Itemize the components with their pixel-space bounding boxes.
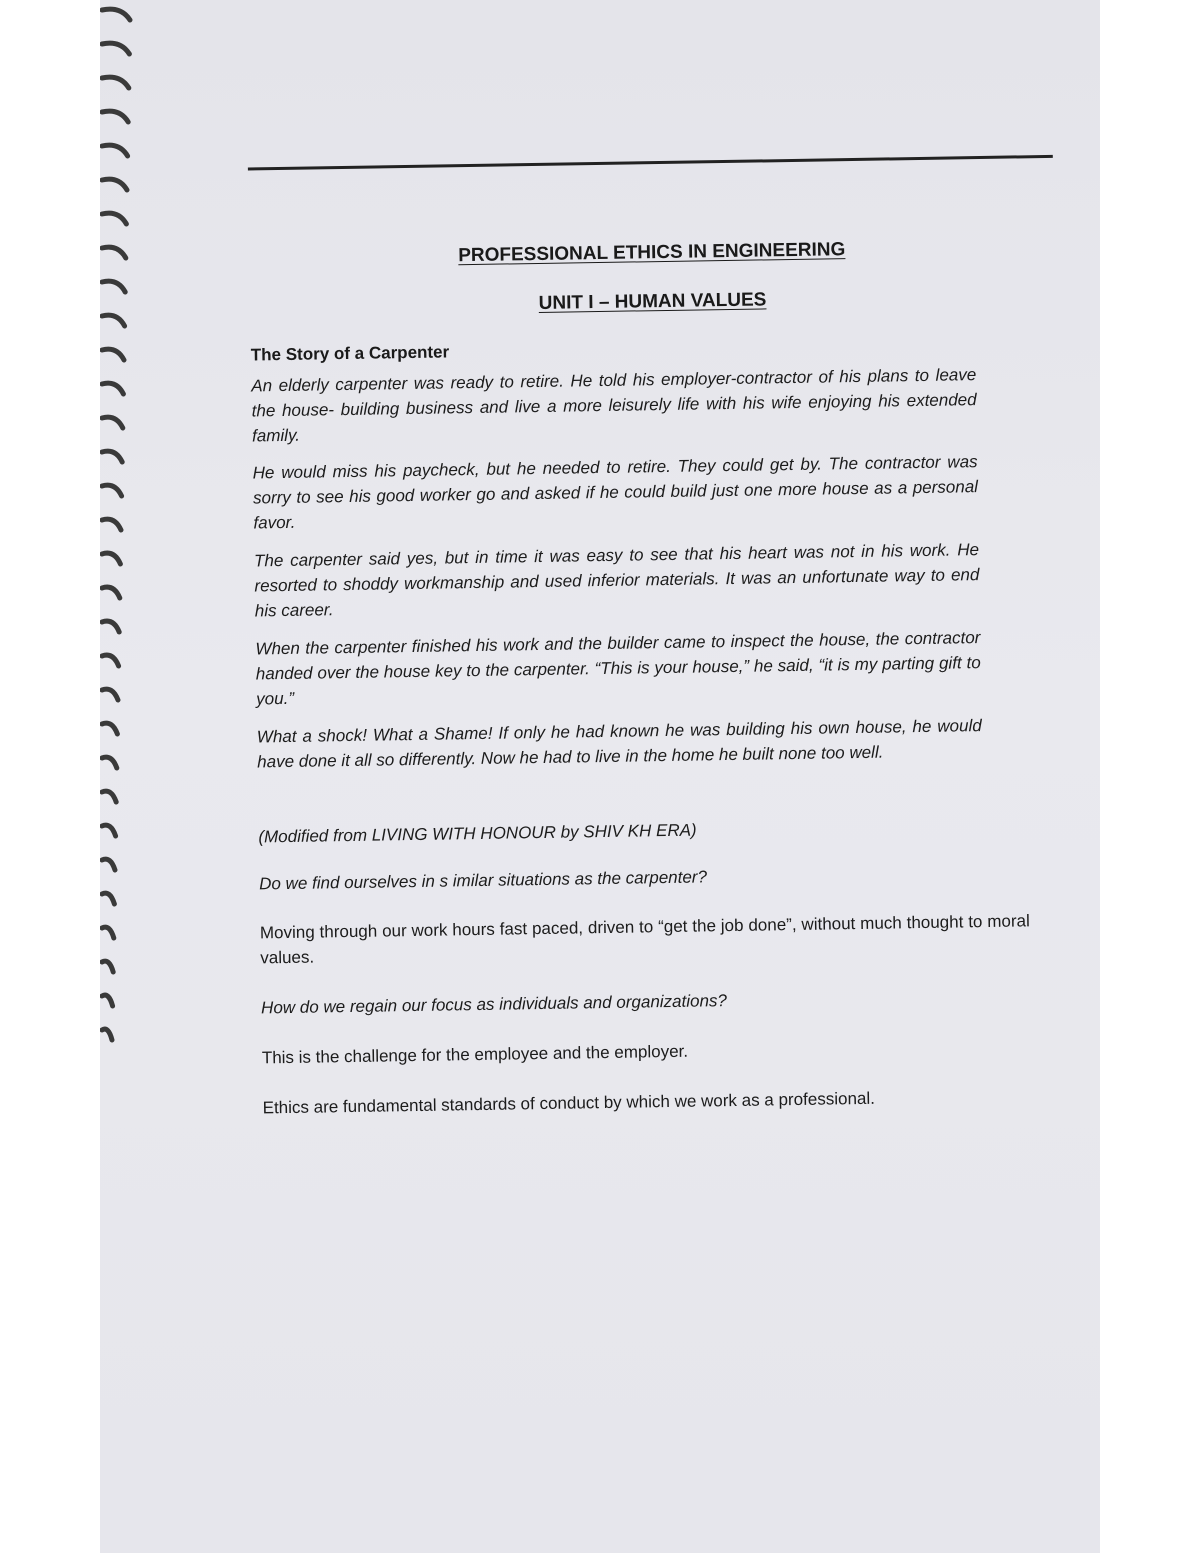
question-1: Do we find ourselves in s imilar situations as the carpenter? bbox=[258, 867, 708, 894]
scanned-page bbox=[100, 0, 1100, 1553]
document-title: PROFESSIONAL ETHICS IN ENGINEERING bbox=[458, 239, 846, 267]
unit-title: UNIT I – HUMAN VALUES bbox=[538, 289, 767, 314]
page-content bbox=[100, 0, 1100, 1553]
source-citation: (Modified from LIVING WITH HONOUR by SHIV KH ERA) bbox=[258, 820, 697, 847]
section-heading: The Story of a Carpenter bbox=[250, 342, 450, 365]
question-2: How do we regain our focus as individuals and organizations? bbox=[260, 991, 728, 1018]
paragraph-6: Moving through our work hours fast paced, driven to “get the job done”, without much thought to moral values. bbox=[259, 911, 1030, 968]
header-rule bbox=[248, 155, 1053, 171]
paragraph-5: What a shock! What a Shame! If only he had known he was building his own house, he would have done it all so differently. Now he had to live in the home he built none too well. bbox=[256, 716, 982, 772]
paragraph-8: Ethics are fundamental standards of conduct by which we work as a professional. bbox=[262, 1088, 876, 1118]
paragraph-4: When the carpenter finished his work and the builder came to inspect the house, the contractor handed over the house key to the carpenter. “This is your house,” he said, “it is my parting gift to you.” bbox=[255, 628, 981, 709]
paragraph-2: He would miss his paycheck, but he needed to retire. They could get by. The contractor was sorry to see his good worker go and asked if he could build just one more house as a personal favor. bbox=[252, 452, 979, 533]
paragraph-7: This is the challenge for the employee and the employer. bbox=[261, 1041, 689, 1068]
paragraph-3: The carpenter said yes, but in time it was easy to see that his heart was not in his work. He resorted to shoddy workmanship and used inferior materials. It was an unfortunate way to end his career. bbox=[253, 540, 980, 621]
paragraph-1: An elderly carpenter was ready to retire. He told his employer-contractor of his plans to leave the house- building business and live a more leisurely life with his wife enjoying his extended family. bbox=[251, 365, 977, 446]
